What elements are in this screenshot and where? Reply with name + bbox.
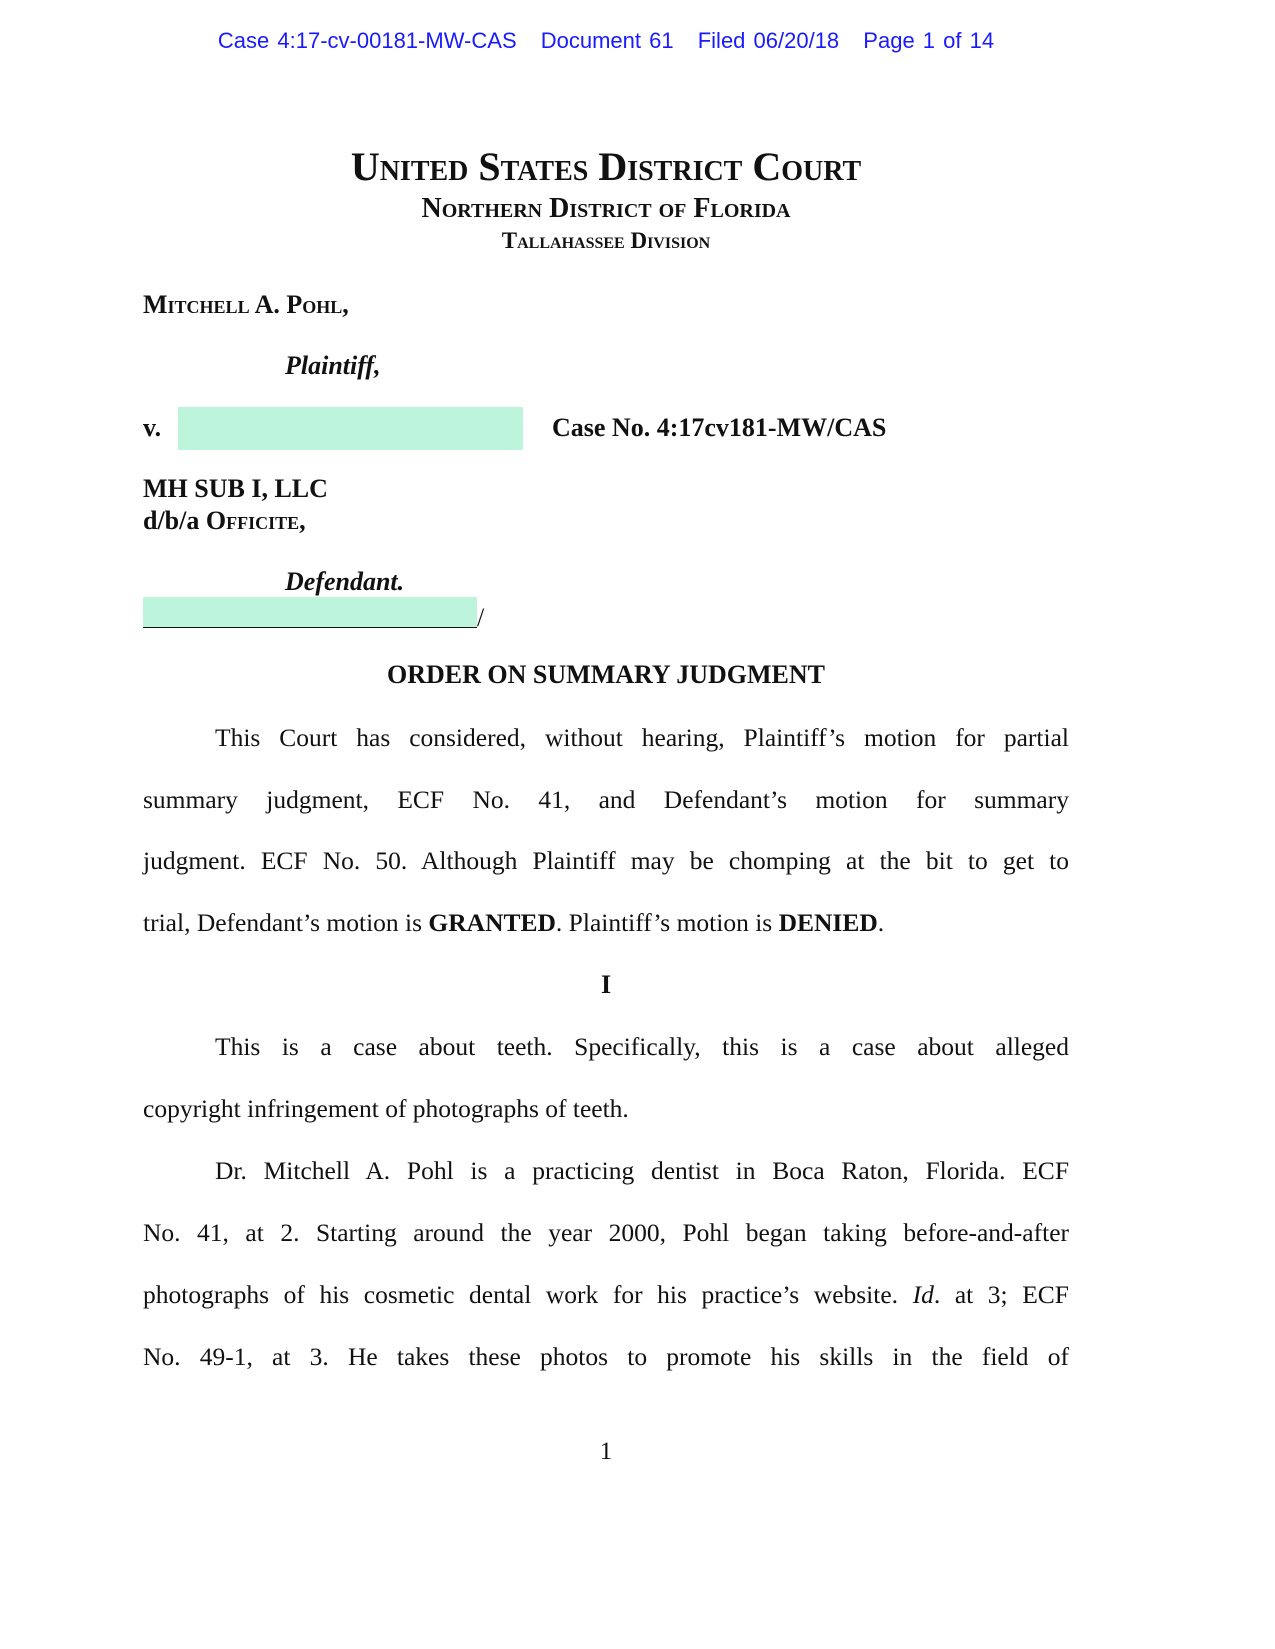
defendant-dba (143, 506, 306, 536)
defendant-role: Defendant. (285, 567, 405, 596)
filed-date-header: Filed 06/20/18 (697, 28, 840, 53)
granted-text: GRANTED (428, 908, 556, 937)
case-number-header: Case 4:17-cv-00181-MW-CAS (217, 28, 517, 53)
body-line: This is a case about teeth. Specifically, this is a case about alleged (215, 1032, 1069, 1061)
caption-slash: / (477, 603, 485, 632)
dba-name: Officite, (205, 506, 306, 535)
text-segment: . at 3; ECF (933, 1280, 1069, 1309)
body-line: Dr. Mitchell A. Pohl is a practicing dentist in Boca Raton, Florida. ECF (215, 1156, 1069, 1185)
defendant-name: MH SUB I, LLC (143, 474, 328, 503)
case-number: Case No. 4:17cv181-MW/CAS (552, 413, 887, 442)
court-division: Tallahassee Division (501, 228, 711, 253)
text-segment: . Plaintiff’s motion is (555, 908, 779, 937)
section-heading: I (600, 970, 612, 999)
court-district: Northern District of Florida (421, 193, 791, 224)
body-line: judgment. ECF No. 50. Although Plaintiff may be chomping at the bit to get to (143, 846, 1069, 875)
document-number-header: Document 61 (540, 28, 674, 53)
id-citation: Id (912, 1280, 934, 1309)
plaintiff-name: Mitchell A. Pohl, (143, 290, 349, 319)
text-segment: photographs of his cosmetic dental work for his practice’s website. (143, 1280, 913, 1309)
dba-prefix: d/b/a (143, 506, 206, 535)
body-line (143, 908, 1069, 938)
body-line: copyright infringement of photographs of teeth. (143, 1094, 629, 1123)
plaintiff-role: Plaintiff, (285, 351, 381, 380)
filing-header (0, 28, 1212, 54)
order-title: ORDER ON SUMMARY JUDGMENT (387, 660, 825, 689)
page-number: 1 (599, 1438, 613, 1465)
body-line: This Court has considered, without hearing, Plaintiff’s motion for partial (215, 723, 1069, 752)
page-count-header: Page 1 of 14 (863, 28, 995, 53)
body-line: No. 49-1, at 3. He takes these photos to promote his skills in the field of (143, 1342, 1069, 1371)
court-name: United States District Court (350, 144, 862, 189)
redaction-highlight (178, 407, 523, 450)
text-segment: trial, Defendant’s motion is (143, 908, 429, 937)
caption-signature-line (143, 597, 477, 628)
body-line: No. 41, at 2. Starting around the year 2000, Pohl began taking before-and-after (143, 1218, 1069, 1247)
denied-text: DENIED (778, 908, 878, 937)
versus: v. (143, 413, 162, 442)
body-line: summary judgment, ECF No. 41, and Defendant’s motion for summary (143, 785, 1069, 814)
text-segment: . (877, 908, 885, 937)
body-line (143, 1280, 1069, 1310)
